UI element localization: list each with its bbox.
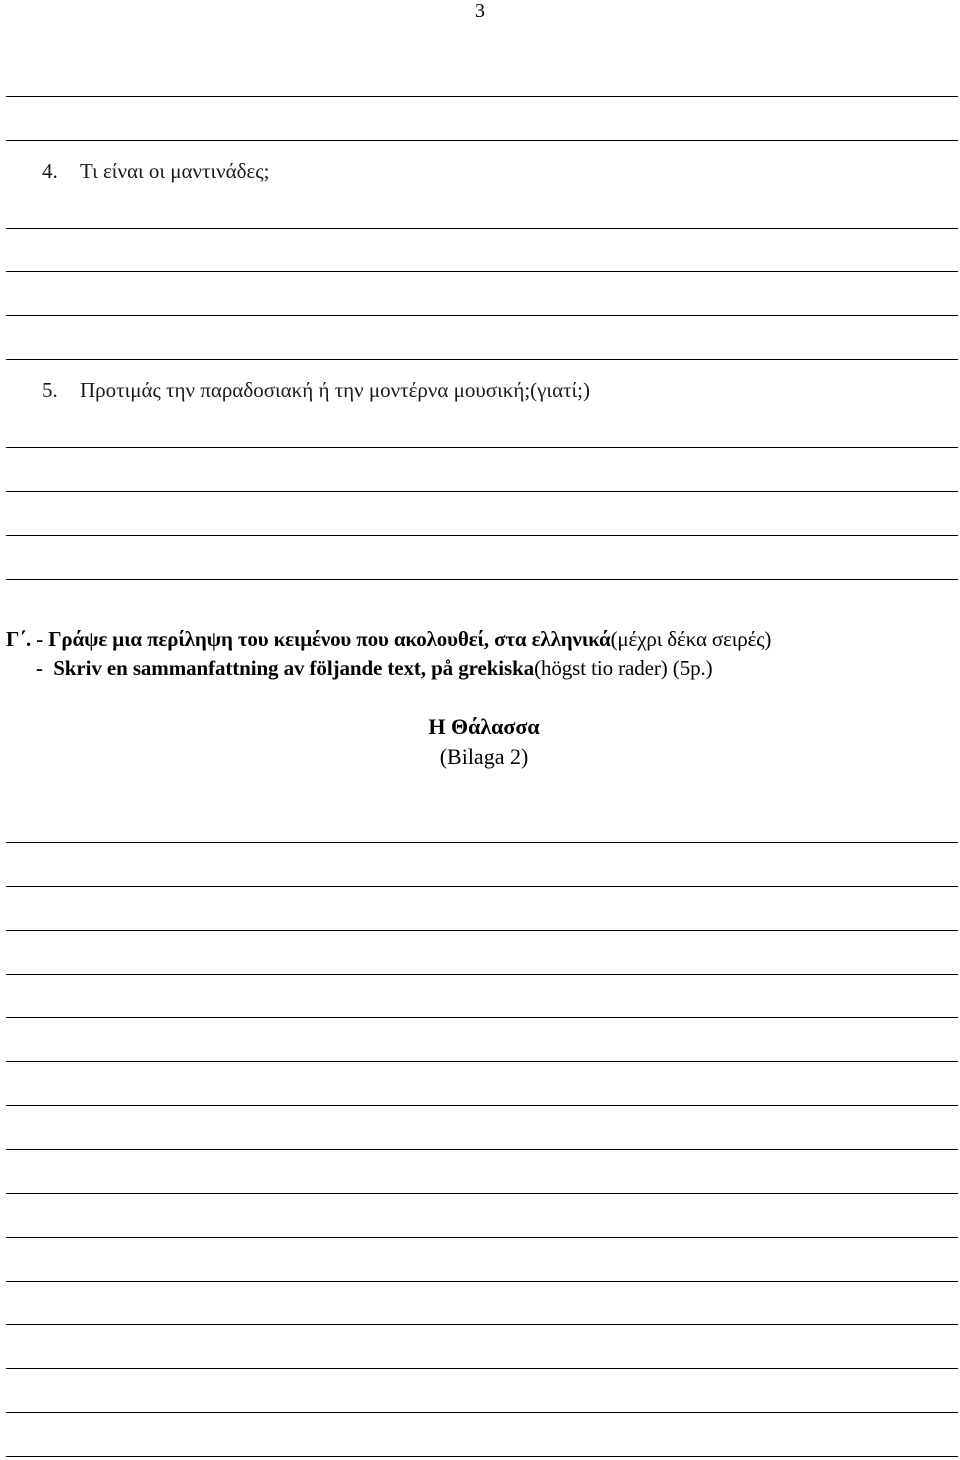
summary-line[interactable] [6, 1193, 958, 1194]
answer-line[interactable] [6, 271, 958, 272]
instruction-greek [6, 626, 771, 652]
summary-line[interactable] [6, 1368, 958, 1369]
question-number: 5. [42, 378, 58, 402]
section-label: Γ΄. - [6, 627, 44, 651]
instruction-swedish-limit: (högst tio rader) (5p.) [534, 656, 713, 680]
summary-line[interactable] [6, 1149, 958, 1150]
question-text: Τι είναι οι μαντινάδες; [80, 159, 270, 183]
answer-line[interactable] [6, 315, 958, 316]
instruction-greek-bold: Γράψε μια περίληψη του κειμένου που ακολουθεί, στα ελληνικά [48, 627, 611, 651]
summary-line[interactable] [6, 1061, 958, 1062]
answer-line[interactable] [6, 96, 958, 97]
instruction-swedish-dash: - [36, 656, 43, 680]
question-text: Προτιμάς την παραδοσιακή ή την μοντέρνα μουσική;(γιατί;) [80, 378, 590, 402]
answer-line[interactable] [6, 491, 958, 492]
instruction-swedish-bold: Skriv en sammanfattning av följande text, på grekiska [53, 656, 535, 680]
text-title-block [0, 712, 960, 772]
question-4 [42, 159, 269, 183]
answer-line[interactable] [6, 535, 958, 536]
summary-line[interactable] [6, 1237, 958, 1238]
text-title: Η Θάλασσα [428, 714, 540, 739]
summary-line[interactable] [6, 1105, 958, 1106]
summary-line[interactable] [6, 1456, 958, 1457]
instruction-swedish [36, 655, 713, 681]
page-number: 3 [475, 0, 485, 22]
summary-line[interactable] [6, 886, 958, 887]
question-5 [42, 378, 590, 402]
text-subtitle: (Bilaga 2) [439, 744, 529, 769]
summary-line[interactable] [6, 974, 958, 975]
question-number: 4. [42, 159, 58, 183]
summary-line[interactable] [6, 930, 958, 931]
answer-line[interactable] [6, 447, 958, 448]
summary-line[interactable] [6, 842, 958, 843]
summary-line[interactable] [6, 1412, 958, 1413]
instruction-greek-limit: (μέχρι δέκα σειρές) [610, 627, 772, 651]
summary-line[interactable] [6, 1017, 958, 1018]
answer-line[interactable] [6, 228, 958, 229]
answer-line[interactable] [6, 359, 958, 360]
answer-line[interactable] [6, 579, 958, 580]
answer-line[interactable] [6, 140, 958, 141]
summary-line[interactable] [6, 1324, 958, 1325]
summary-line[interactable] [6, 1281, 958, 1282]
